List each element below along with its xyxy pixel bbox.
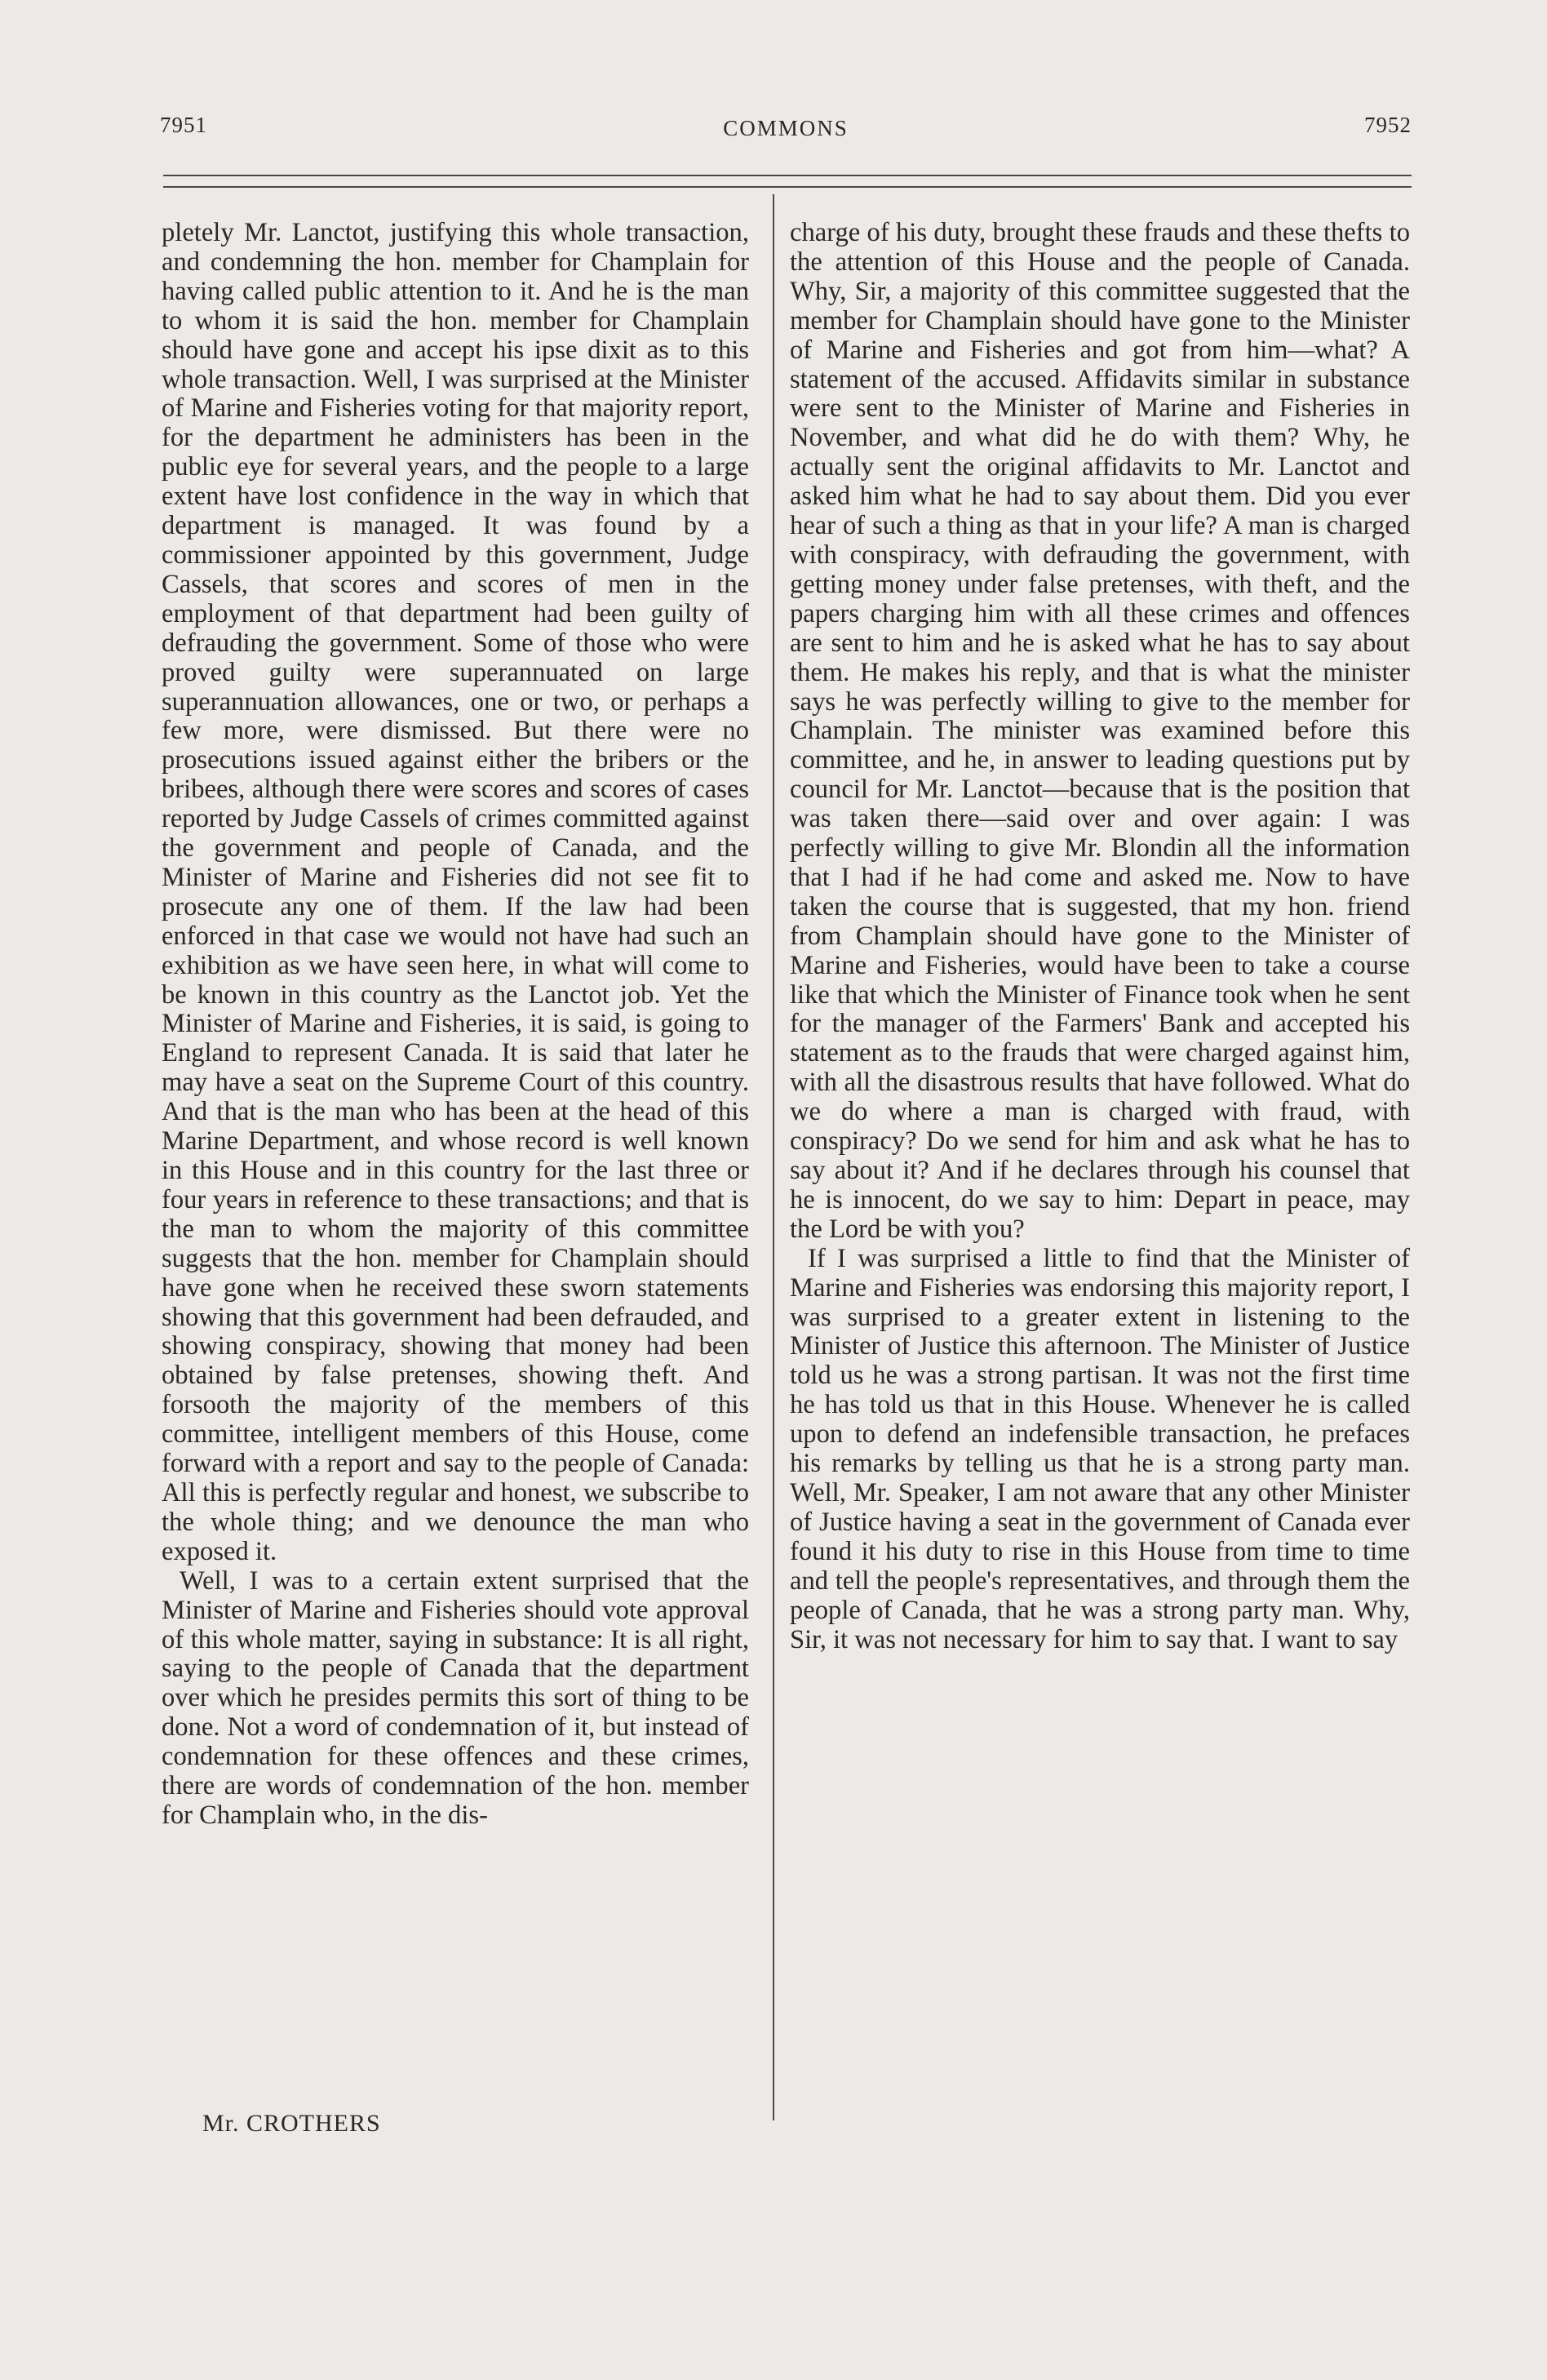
left-paragraph-1: pletely Mr. Lanctot, justifying this whole transaction, and condemning the hon. member for Champlain for having called public attention to it. And he is the man to whom it is said the hon. member for Champlain should have gone and accept his ipse dixit as to this whole transaction. Well, I was surprised at the Minister of Marine and Fisheries voting for that majority report, for the department he administers has been in the public eye for several years, and the people to a large extent have lost confidence in the way in which that department is managed. It was found by a commissioner appointed by this government, Judge Cassels, that scores and scores of men in the employment of that department had been guilty of defrauding the government. Some of those who were proved guilty were superannuated on large superannuation allowances, one or two, or perhaps a few more, were dismissed. But there were no prosecutions issued against either the bribers or the bribees, although there were scores and scores of cases reported by Judge Cassels of crimes committed against the government and people of Canada, and the Minister of Marine and Fisheries did not see fit to prosecute any one of them. If the law had been enforced in that case we would not have had such an exhibition as we have seen here, in what will come to be known in this country as the Lanctot job. Yet the Minister of Marine and Fisheries, it is said, is going to England to represent Canada. It is said that later he may have a seat on the Supreme Court of this country. And that is the man who has been at the head of this Marine Department, and whose record is well known in this House and in this country for the last three or four years in reference to these transactions; and that is the man to whom the majority of this committee suggests that the hon. member for Champlain should have gone when he received these sworn statements showing that this government had been defrauded, and showing conspiracy, showing that money had been obtained by false pretenses, showing theft. And forsooth the majority of the members of this committee, intelligent members of this House, come forward with a report and say to the people of Canada: All this is perfectly regular and honest, we subscribe to the whole thing; and we denounce the man who exposed it.	[162, 218, 749, 1566]
right-paragraph-1: charge of his duty, brought these frauds and these thefts to the attention of this House and the people of Canada. Why, Sir, a majority of this committee suggested that the member for Champlain should have gone to the Minister of Marine and Fisheries and got from him—what? A statement of the accused. Affidavits similar in substance were sent to the Minister of Marine and Fisheries in November, and what did he do with them? Why, he actually sent the original affidavits to Mr. Lanctot and asked him what he had to say about them. Did you ever hear of such a thing as that in your life? A man is charged with conspiracy, with defrauding the government, with getting money under false pretenses, with theft, and the papers charging him with all these crimes and offences are sent to him and he is asked what he has to say about them. He makes his reply, and that is what the minister says he was perfectly willing to give to the member for Champlain. The minister was examined before this committee, and he, in answer to leading questions put by council for Mr. Lanctot—because that is the position that was taken there—said over and over again: I was perfectly willing to give Mr. Blondin all the information that I had if he had come and asked me. Now to have taken the course that is suggested, that my hon. friend from Champlain should have gone to the Minister of Marine and Fisheries, would have been to take a course like that which the Minister of Finance took when he sent for the manager of the Farmers' Bank and accepted his statement as to the frauds that were charged against him, with all the disastrous results that have followed. What do we do where a man is charged with fraud, with conspiracy? Do we send for him and ask what he has to say about it? And if he declares through his counsel that he is innocent, do we say to him: Depart in peace, may the Lord be with you?	[790, 218, 1410, 1244]
header-rule-top	[163, 175, 1412, 176]
page-number-right: 7952	[1364, 113, 1412, 137]
page-number-left: 7951	[160, 113, 207, 137]
left-paragraph-2: Well, I was to a certain extent surprised that the Minister of Marine and Fisheries should vote approval of this whole matter, saying in substance: It is all right, saying to the people of Canada that the department over which he presides permits this sort of thing to be done. Not a word of condemnation of it, but instead of condemnation for these offences and these crimes, there are words of condemnation of the hon. member for Champlain who, in the dis-	[162, 1565, 749, 1830]
page-header	[160, 113, 1412, 145]
left-column	[162, 219, 749, 1831]
right-column	[790, 219, 1410, 1654]
right-paragraph-2: If I was surprised a little to find that the Minister of Marine and Fisheries was endorsing this majority report, I was surprised to a greater extent in listening to the Minister of Justice this afternoon. The Minister of Justice told us he was a strong partisan. It was not the first time he has told us that in this House. Whenever he is called upon to defend an indefensible transaction, he prefaces his remarks by telling us that he is a strong party man. Well, Mr. Speaker, I am not aware that any other Minister of Justice having a seat in the government of Canada ever found it his duty to rise in this House from time to time and tell the people's representatives, and through them the people of Canada, that he was a strong party man. Why, Sir, it was not necessary for him to say that. I want to say	[790, 1243, 1410, 1654]
speaker-footer: Mr. CROTHERS	[202, 2110, 381, 2137]
header-rule-bottom	[163, 186, 1412, 188]
page-title: COMMONS	[723, 116, 849, 140]
column-divider	[773, 194, 774, 2120]
